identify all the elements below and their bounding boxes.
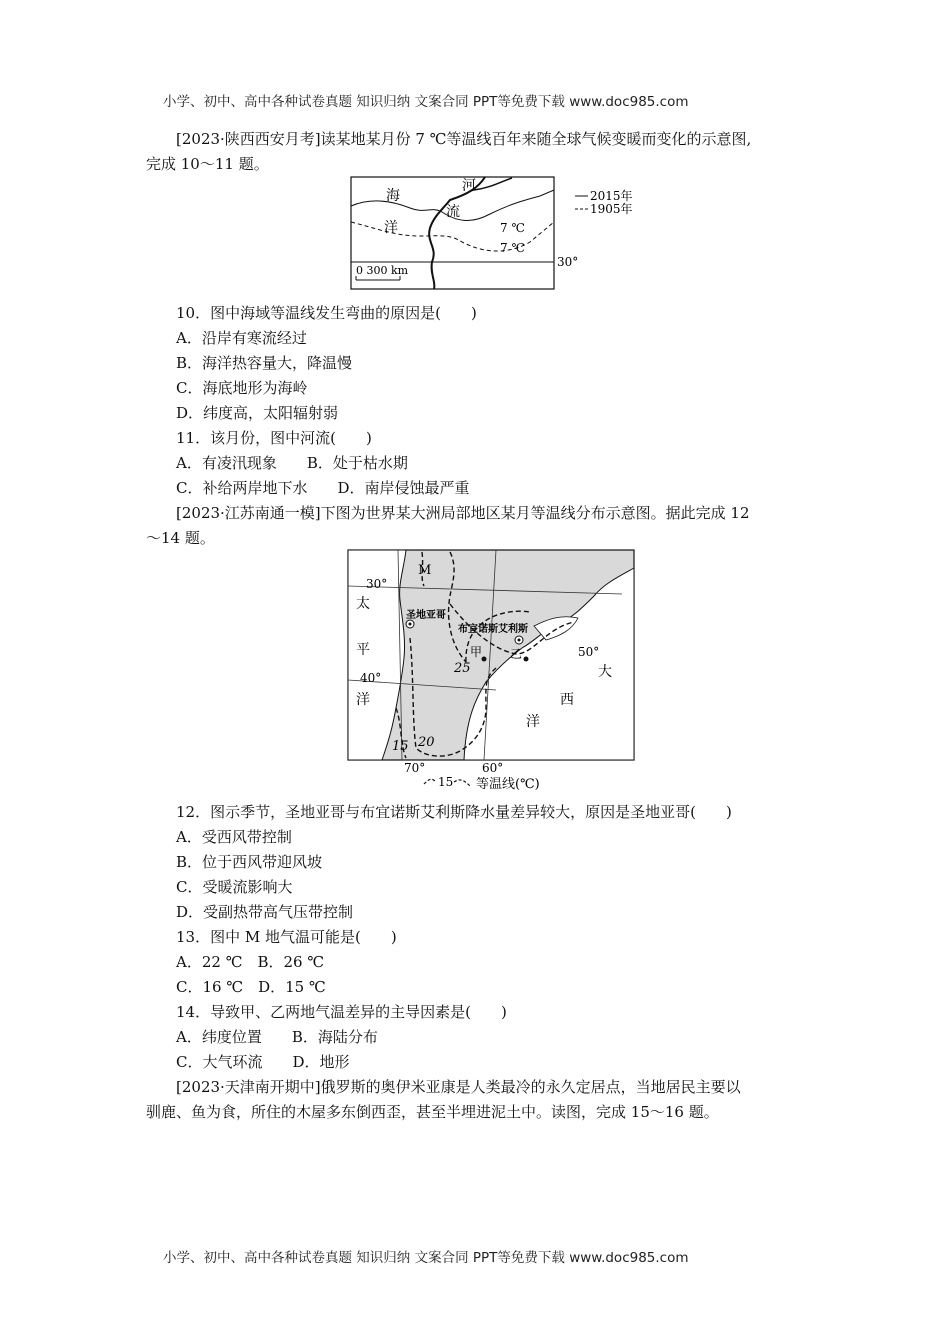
legend-2015: 2015年 <box>590 189 633 203</box>
intro-2-line-2: ～14 题。 <box>146 529 215 547</box>
isotherm-label-lower: 7 ℃ <box>500 241 525 255</box>
latitude-label-50: 50° <box>578 645 600 659</box>
question-10-stem: 10．图中海域等温线发生弯曲的原因是( ) <box>176 304 477 322</box>
legend-text: 等温线(℃) <box>476 777 540 792</box>
pacific-label-3: 洋 <box>356 692 370 708</box>
intro-2-line-1: [2023·江苏南通一模]下图为世界某大洲局部地区某月等温线分布示意图。据此完成 12 <box>176 504 750 522</box>
longitude-label-70: 70° <box>404 761 426 775</box>
question-10-option-b: B．海洋热容量大，降温慢 <box>176 354 353 372</box>
longitude-label-60: 60° <box>482 761 504 775</box>
intro-1-line-2: 完成 10～11 题。 <box>146 155 269 173</box>
intro-1-line-1: [2023·陕西西安月考]读某地某月份 7 ℃等温线百年来随全球气候变暖而变化的示意图, <box>176 130 752 148</box>
intro-3-line-1: [2023·天津南开期中]俄罗斯的奥伊米亚康是人类最冷的永久定居点，当地居民主要以 <box>176 1078 741 1096</box>
point-yi-label: 乙 <box>510 647 523 661</box>
intro-3-line-2: 驯鹿、鱼为食，所住的木屋多东倒西歪，甚至半埋进泥土中。读图，完成 15～16 题。 <box>146 1103 719 1121</box>
question-12-option-a: A．受西风带控制 <box>176 828 292 846</box>
isotherm-label-25: 25 <box>454 661 471 676</box>
atlantic-label-1: 大 <box>598 664 612 680</box>
legend-1905: 1905年 <box>590 202 633 216</box>
question-14-options-row-1: A．纬度位置 B．海陆分布 <box>176 1028 378 1046</box>
question-11-stem: 11．该月份，图中河流( ) <box>176 429 372 447</box>
point-m-label: M <box>418 563 432 578</box>
sea-label-2: 洋 <box>384 220 398 236</box>
question-10-option-a: A．沿岸有寒流经过 <box>176 329 307 347</box>
santiago-label: 圣地亚哥 <box>406 610 446 621</box>
question-14-options-row-2: C．大气环流 D．地形 <box>176 1053 350 1071</box>
scale-label: 0 300 km <box>356 264 409 277</box>
question-11-options-row-2: C．补给两岸地下水 D．南岸侵蚀最严重 <box>176 479 470 497</box>
buenos-aires-label: 布宜诺斯艾利斯 <box>458 624 528 635</box>
question-11-options-row-1: A．有凌汛现象 B．处于枯水期 <box>176 454 408 472</box>
isotherm-label-upper: 7 ℃ <box>500 221 525 235</box>
latitude-label-40: 40° <box>360 671 382 685</box>
question-14-stem: 14．导致甲、乙两地气温差异的主导因素是( ) <box>176 1003 507 1021</box>
question-10-option-d: D．纬度高，太阳辐射弱 <box>176 404 339 422</box>
question-12-stem: 12．图示季节，圣地亚哥与布宜诺斯艾利斯降水量差异较大，原因是圣地亚哥( ) <box>176 803 732 821</box>
atlantic-label-2: 西 <box>560 692 574 708</box>
latitude-label-30: 30° <box>366 577 388 591</box>
question-13-stem: 13．图中 M 地气温可能是( ) <box>176 928 397 946</box>
sea-label-1: 海 <box>386 188 400 204</box>
south-america-isotherm-map <box>346 548 646 796</box>
isotherm-label-20: 20 <box>418 735 435 750</box>
river-label-2: 流 <box>446 204 460 220</box>
question-12-option-b: B．位于西风带迎风坡 <box>176 853 323 871</box>
question-13-options-row-1: A．22 ℃ B．26 ℃ <box>176 953 325 971</box>
atlantic-label-3: 洋 <box>526 714 540 730</box>
latitude-label-30: 30° <box>557 255 579 269</box>
isotherm-river-figure <box>350 176 650 291</box>
pacific-label-1: 太 <box>356 596 370 612</box>
isotherm-label-15: 15 <box>392 739 409 754</box>
page-footer: 小学、初中、高中各种试卷真题 知识归纳 文案合同 PPT等免费下载 www.doc985.com <box>163 1250 689 1266</box>
question-13-options-row-2: C．16 ℃ D．15 ℃ <box>176 978 326 996</box>
question-10-option-c: C．海底地形为海岭 <box>176 379 308 397</box>
legend-value: 15 <box>438 775 454 789</box>
point-jia-label: 甲 <box>470 645 483 659</box>
question-12-option-d: D．受副热带高气压带控制 <box>176 903 354 921</box>
river-label-1: 河 <box>462 178 476 194</box>
question-12-option-c: C．受暖流影响大 <box>176 878 293 896</box>
page-header: 小学、初中、高中各种试卷真题 知识归纳 文案合同 PPT等免费下载 www.doc985.com <box>163 94 689 110</box>
pacific-label-2: 平 <box>356 642 370 658</box>
